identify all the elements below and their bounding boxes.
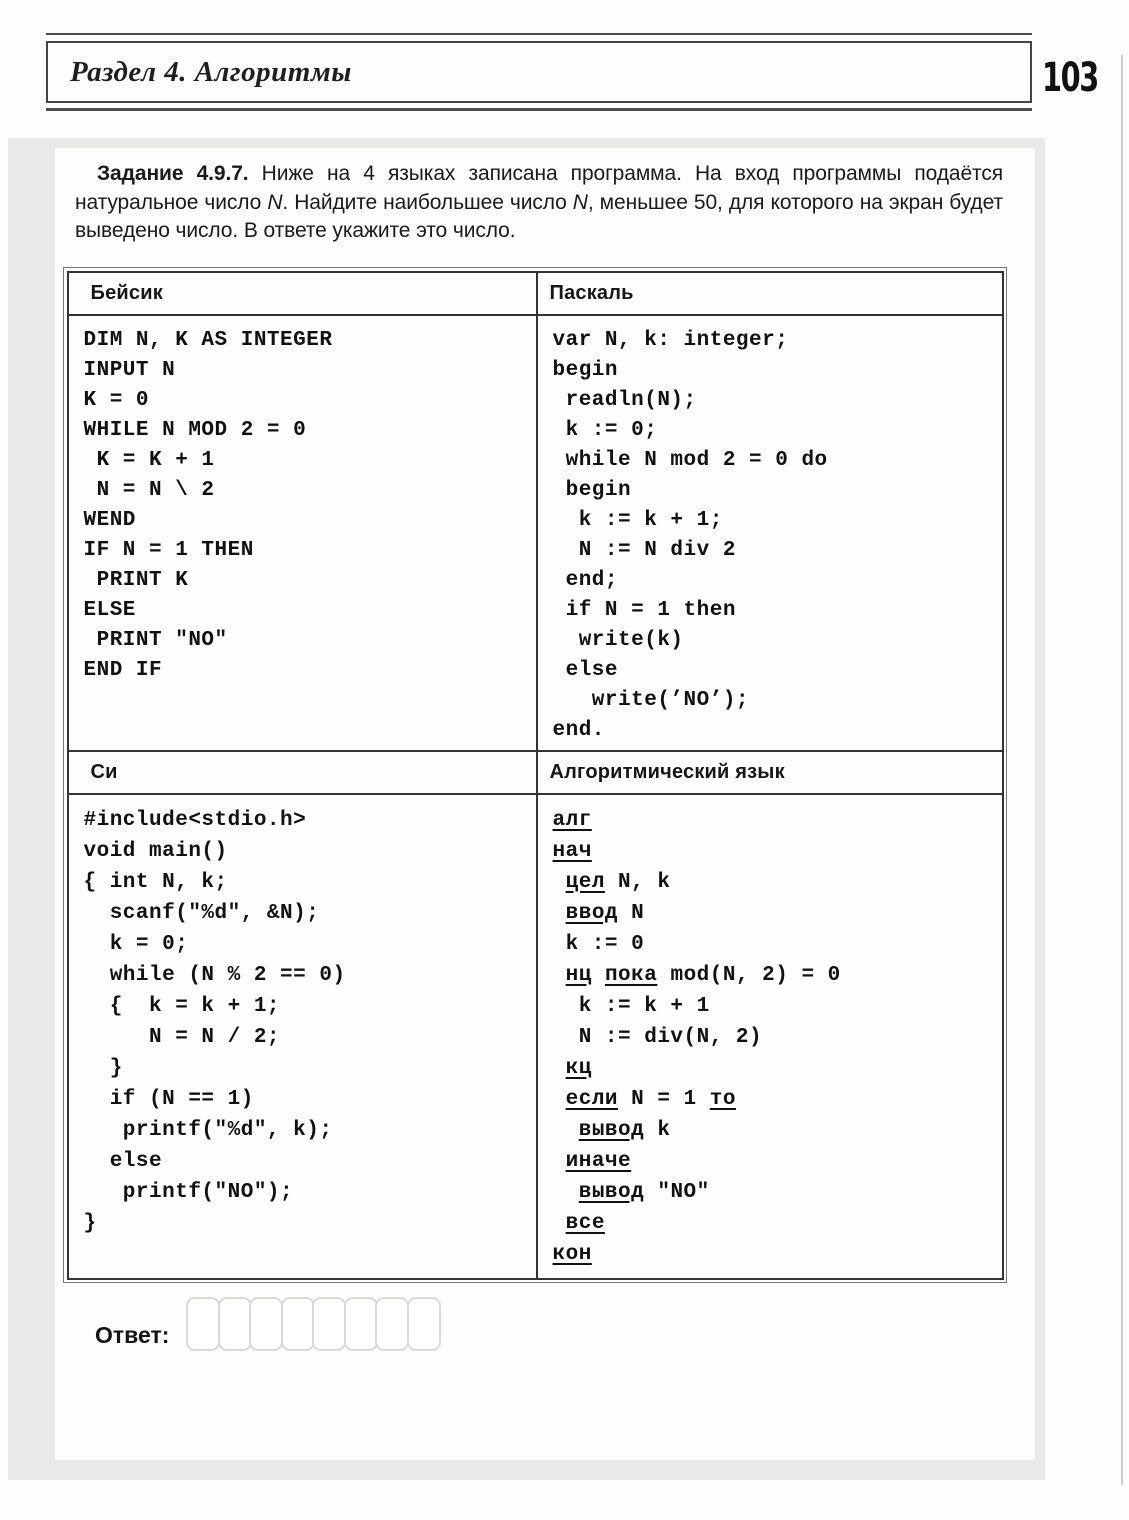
header-cell-pascal: Паскаль xyxy=(538,273,1002,316)
code-line xyxy=(553,626,998,656)
algo-keyword: нач xyxy=(552,839,592,863)
code-line xyxy=(84,1022,532,1053)
code-text: N := div(N, 2) xyxy=(552,1025,763,1049)
code-text xyxy=(553,1057,566,1080)
code-text: N := N div 2 xyxy=(552,538,736,562)
code-text: IF N = 1 THEN xyxy=(83,538,254,562)
code-text: while (N % 2 == 0) xyxy=(83,963,346,987)
code-line xyxy=(553,929,998,960)
code-line xyxy=(84,386,532,416)
code-line xyxy=(553,836,998,867)
task-text-segment: Ниже на 4 языках записана программа. На вход программы подаётся натуральное число xyxy=(75,162,1004,214)
code-line xyxy=(553,898,998,929)
answer-cell xyxy=(249,1297,283,1351)
code-cell-c xyxy=(69,795,538,1278)
code-line xyxy=(84,506,532,536)
code-text: PRINT K xyxy=(83,568,189,592)
algo-keyword: иначе xyxy=(565,1149,632,1173)
code-line xyxy=(84,596,532,626)
code-text xyxy=(553,1150,566,1173)
code-cell-algo xyxy=(538,795,1002,1278)
page-edge-line xyxy=(1121,55,1123,1485)
code-text: } xyxy=(83,1056,123,1080)
code-text: } xyxy=(83,1211,97,1235)
algo-keyword: то xyxy=(709,1087,736,1111)
code-line xyxy=(553,716,998,746)
task-text-segment: . Найдите наибольшее число xyxy=(282,190,573,214)
code-line xyxy=(84,326,532,356)
code-cell-pascal xyxy=(538,316,1002,752)
code-text: end; xyxy=(552,568,619,592)
code-line xyxy=(84,536,532,566)
section-title: Раздел 4. Алгоритмы xyxy=(70,55,352,88)
task-text-segment: , меньшее 50, для которого на экран будет выведено число. В ответе укажите это число. xyxy=(75,190,1003,242)
code-text xyxy=(553,1119,579,1142)
code-text: end. xyxy=(552,718,605,742)
code-text: else xyxy=(552,658,619,682)
code-line xyxy=(84,356,532,386)
code-line xyxy=(84,1084,532,1115)
code-text: K = K + 1 xyxy=(83,448,215,472)
code-text: N = N \ 2 xyxy=(83,478,215,502)
code-text: END IF xyxy=(83,658,163,682)
algo-keyword: кц xyxy=(565,1056,592,1080)
section-header xyxy=(46,33,1032,111)
algo-keyword: вывод xyxy=(578,1118,645,1142)
code-text xyxy=(553,1181,579,1204)
code-line xyxy=(553,991,998,1022)
task-text-segment: N xyxy=(267,190,283,214)
code-line xyxy=(553,386,998,416)
code-line xyxy=(84,960,532,991)
code-line xyxy=(553,1084,998,1115)
code-line xyxy=(84,836,532,867)
code-text: { int N, k; xyxy=(83,870,228,894)
algo-keyword: если xyxy=(565,1087,619,1111)
code-line xyxy=(84,1115,532,1146)
code-line xyxy=(84,416,532,446)
section-header-frame xyxy=(46,41,1032,103)
answer-cell xyxy=(375,1297,409,1351)
answer-cell xyxy=(281,1297,315,1351)
code-text: k = 0; xyxy=(83,932,189,956)
code-line xyxy=(84,476,532,506)
code-text xyxy=(553,1088,566,1111)
algo-keyword: цел xyxy=(565,870,605,894)
code-text: N = N / 2; xyxy=(83,1025,281,1049)
algo-keyword: нц xyxy=(565,963,592,987)
code-text: while N mod 2 = 0 do xyxy=(552,448,828,472)
code-line xyxy=(553,566,998,596)
code-text: { k = k + 1; xyxy=(83,994,281,1018)
code-line xyxy=(553,326,998,356)
answer-cell xyxy=(407,1297,441,1351)
code-text: if N = 1 then xyxy=(552,598,736,622)
code-text: DIM N, K AS INTEGER xyxy=(83,328,333,352)
code-text: #include<stdio.h> xyxy=(83,808,307,832)
code-line xyxy=(553,536,998,566)
answer-cell xyxy=(312,1297,346,1351)
code-line xyxy=(553,446,998,476)
code-line xyxy=(84,626,532,656)
code-text: WHILE N MOD 2 = 0 xyxy=(83,418,307,442)
code-text: void main() xyxy=(83,839,228,863)
code-line xyxy=(84,991,532,1022)
code-line xyxy=(84,1208,532,1239)
code-text: k := k + 1 xyxy=(552,994,710,1018)
algo-keyword: все xyxy=(565,1211,605,1235)
code-line xyxy=(553,416,998,446)
code-text: begin xyxy=(552,478,632,502)
answer-cell xyxy=(344,1297,378,1351)
code-text: PRINT "NO" xyxy=(83,628,228,652)
header-cell-c: Си xyxy=(69,752,538,795)
code-text: K = 0 xyxy=(83,388,150,412)
code-line xyxy=(84,566,532,596)
code-line xyxy=(84,656,532,686)
algo-keyword: кон xyxy=(552,1242,592,1266)
answer-cell xyxy=(186,1297,220,1351)
code-text: mod(N, 2) = 0 xyxy=(657,963,841,987)
code-text: k := 0; xyxy=(552,418,658,442)
code-line xyxy=(553,596,998,626)
code-text: k := k + 1; xyxy=(552,508,723,532)
code-line xyxy=(553,1022,998,1053)
code-table xyxy=(63,267,1007,1283)
answer-cells xyxy=(186,1297,441,1351)
code-text: N = 1 xyxy=(618,1087,710,1111)
code-text: else xyxy=(83,1149,163,1173)
code-line xyxy=(84,898,532,929)
code-text: printf("%d", k); xyxy=(83,1118,333,1142)
code-text: scanf("%d", &N); xyxy=(83,901,320,925)
code-text: if (N == 1) xyxy=(83,1087,254,1111)
task-text-segment: Задание 4.9.7. xyxy=(97,162,249,185)
code-text: begin xyxy=(552,358,619,382)
code-line xyxy=(553,1146,998,1177)
answer-label: Ответ: xyxy=(95,1322,170,1348)
code-text: readln(N); xyxy=(552,388,697,412)
code-text: ELSE xyxy=(83,598,136,622)
code-text: "NO" xyxy=(644,1180,710,1204)
code-text: var N, k: integer; xyxy=(552,328,789,352)
code-line xyxy=(84,1146,532,1177)
code-text: N, k xyxy=(604,870,671,894)
code-line xyxy=(553,506,998,536)
code-line xyxy=(553,1053,998,1084)
code-text: write(’NO’); xyxy=(552,688,750,712)
code-text: WEND xyxy=(83,508,136,532)
code-text: N xyxy=(618,901,645,925)
code-line xyxy=(84,1053,532,1084)
algo-keyword: алг xyxy=(552,808,592,832)
task-text-segment: N xyxy=(572,190,588,214)
code-text: write(k) xyxy=(552,628,684,652)
code-text: k xyxy=(644,1118,671,1142)
code-line xyxy=(553,867,998,898)
code-line xyxy=(553,805,998,836)
code-text xyxy=(553,964,566,987)
code-table-grid xyxy=(67,271,1004,1280)
code-text xyxy=(553,871,566,894)
algo-keyword: вывод xyxy=(578,1180,645,1204)
code-line xyxy=(553,656,998,686)
code-cell-basic xyxy=(69,316,538,752)
header-cell-algo: Алгоритмический язык xyxy=(538,752,1002,795)
code-line xyxy=(84,867,532,898)
code-text xyxy=(553,902,566,925)
code-line xyxy=(553,476,998,506)
code-line xyxy=(84,929,532,960)
code-line xyxy=(553,1177,998,1208)
code-line xyxy=(553,1239,998,1270)
code-line xyxy=(84,446,532,476)
code-text xyxy=(592,964,605,987)
code-line xyxy=(553,1115,998,1146)
code-line xyxy=(553,1208,998,1239)
task-text xyxy=(75,160,1003,246)
code-text: k := 0 xyxy=(552,932,645,956)
algo-keyword: ввод xyxy=(565,901,619,925)
code-text: printf("NO"); xyxy=(83,1180,294,1204)
code-line xyxy=(553,686,998,716)
code-line xyxy=(553,356,998,386)
code-line xyxy=(84,805,532,836)
header-cell-basic: Бейсик xyxy=(69,273,538,316)
page-number: 103 xyxy=(1042,55,1098,101)
code-text xyxy=(553,1212,566,1235)
code-line xyxy=(553,960,998,991)
answer-cell xyxy=(218,1297,252,1351)
algo-keyword: пока xyxy=(604,963,658,987)
code-text: INPUT N xyxy=(83,358,176,382)
code-line xyxy=(84,1177,532,1208)
